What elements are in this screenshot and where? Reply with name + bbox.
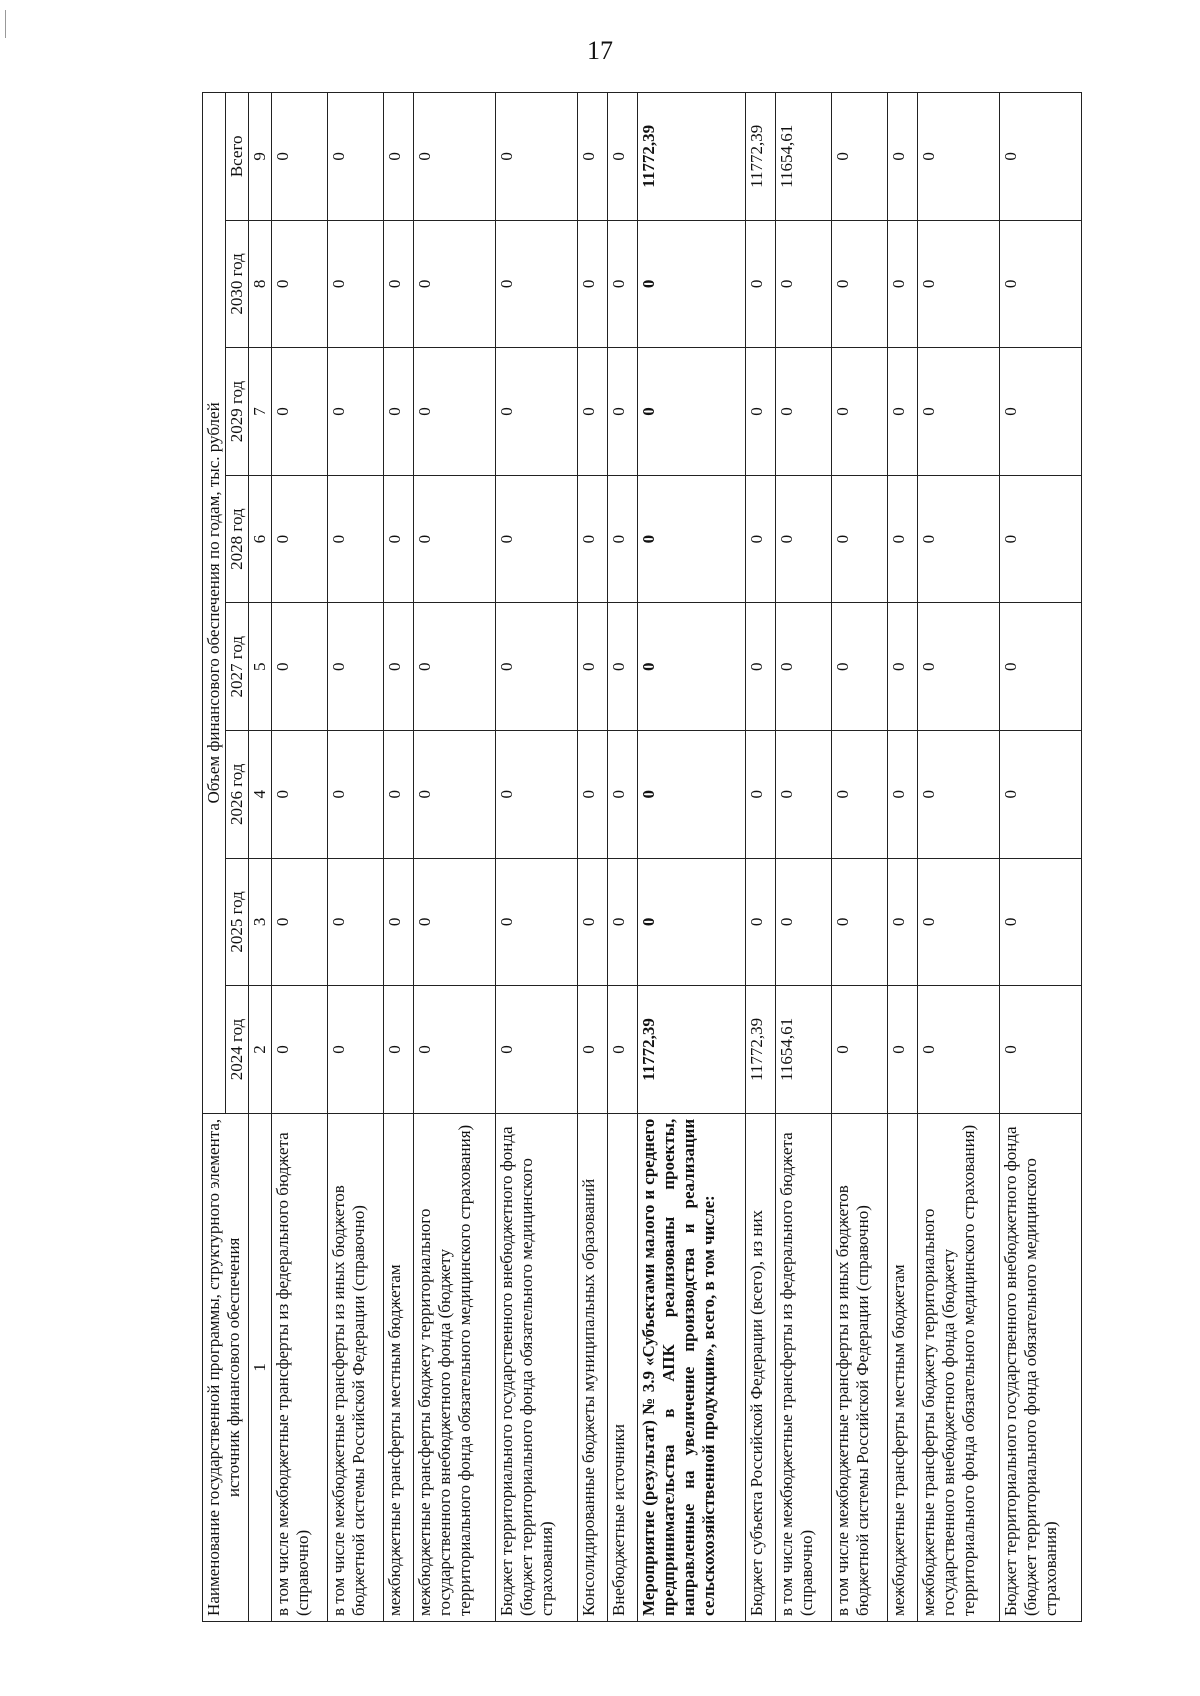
table-row xyxy=(384,93,414,1622)
row-value: 0 xyxy=(384,220,414,348)
row-value: 0 xyxy=(831,348,887,476)
row-label: в том числе межбюджетные трансферты из федерального бюджета (справочно) xyxy=(272,1113,328,1621)
row-value: 0 xyxy=(831,475,887,603)
row-value: 0 xyxy=(328,348,384,476)
row-value: 0 xyxy=(887,986,917,1114)
row-value: 0 xyxy=(831,220,887,348)
row-value: 0 xyxy=(608,220,638,348)
row-label: Бюджет субъекта Российской Федерации (всего), из них xyxy=(746,1113,776,1621)
column-index: 4 xyxy=(249,731,272,859)
row-value: 0 xyxy=(496,986,578,1114)
row-value: 0 xyxy=(578,731,608,859)
year-header: 2029 год xyxy=(226,348,249,476)
row-value: 0 xyxy=(887,475,917,603)
row-value: 0 xyxy=(496,475,578,603)
row-total: 0 xyxy=(328,93,384,221)
year-header: 2025 год xyxy=(226,858,249,986)
row-value: 0 xyxy=(775,858,831,986)
rotated-table-container xyxy=(202,92,1082,1622)
row-value: 0 xyxy=(328,220,384,348)
row-total: 0 xyxy=(917,93,999,221)
row-total: 11772,39 xyxy=(637,93,745,221)
row-total: 11654,61 xyxy=(775,93,831,221)
row-value: 0 xyxy=(746,475,776,603)
row-value: 0 xyxy=(775,731,831,859)
year-header: 2027 год xyxy=(226,603,249,731)
row-value: 0 xyxy=(746,348,776,476)
year-header: 2026 год xyxy=(226,731,249,859)
row-value: 0 xyxy=(775,603,831,731)
row-label: межбюджетные трансферты местным бюджетам xyxy=(887,1113,917,1621)
row-label: Бюджет территориального государственного внебюджетного фонда (бюджет территориального фонда обязательного медицинского страхования) xyxy=(999,1113,1081,1621)
row-label: в том числе межбюджетные трансферты из иных бюджетов бюджетной системы Российской Федерации (справочно) xyxy=(831,1113,887,1621)
scan-artifact-line xyxy=(5,10,6,38)
row-value: 0 xyxy=(608,731,638,859)
row-total: 0 xyxy=(414,93,496,221)
row-value: 0 xyxy=(384,475,414,603)
table-row xyxy=(746,93,776,1622)
table-row xyxy=(328,93,384,1622)
year-header: 2028 год xyxy=(226,475,249,603)
row-value: 0 xyxy=(578,475,608,603)
row-value: 0 xyxy=(496,858,578,986)
table-row xyxy=(608,93,638,1622)
row-total: 0 xyxy=(608,93,638,221)
row-value: 0 xyxy=(384,603,414,731)
table-row xyxy=(887,93,917,1622)
row-value: 0 xyxy=(272,858,328,986)
column-index: 9 xyxy=(249,93,272,221)
row-value: 0 xyxy=(775,220,831,348)
row-value: 0 xyxy=(637,603,745,731)
row-value: 0 xyxy=(637,731,745,859)
column-index: 2 xyxy=(249,986,272,1114)
budget-table xyxy=(202,92,1082,1622)
row-total: 0 xyxy=(272,93,328,221)
row-value: 0 xyxy=(917,220,999,348)
row-value: 0 xyxy=(414,986,496,1114)
row-total: 0 xyxy=(831,93,887,221)
row-value: 0 xyxy=(608,986,638,1114)
row-value: 0 xyxy=(496,348,578,476)
row-value: 0 xyxy=(887,603,917,731)
row-label: Бюджет территориального государственного внебюджетного фонда (бюджет территориального фонда обязательного медицинского страхования) xyxy=(496,1113,578,1621)
table-row xyxy=(917,93,999,1622)
row-value: 0 xyxy=(578,348,608,476)
row-value: 0 xyxy=(272,220,328,348)
row-value: 0 xyxy=(608,858,638,986)
row-value: 0 xyxy=(272,475,328,603)
year-header: 2024 год xyxy=(226,986,249,1114)
row-value: 11772,39 xyxy=(637,986,745,1114)
row-value: 0 xyxy=(328,731,384,859)
row-value: 0 xyxy=(999,220,1081,348)
row-label: межбюджетные трансферты бюджету территориального государственного внебюджетного фонда (бюджету территориального фонда обязательного медицинского страхования) xyxy=(414,1113,496,1621)
row-value: 0 xyxy=(272,731,328,859)
row-label: Мероприятие (результат) № 3.9 «Субъектами малого и среднего предпринимательства в АПК реализованы проекты, направленные на увеличение производства и реализации сельскохозяйственной продукции», всего, в том числе: xyxy=(637,1113,745,1621)
column-index: 7 xyxy=(249,348,272,476)
total-header: Всего xyxy=(226,93,249,221)
row-total: 0 xyxy=(999,93,1081,221)
row-value: 0 xyxy=(637,220,745,348)
row-value: 0 xyxy=(384,731,414,859)
row-value: 0 xyxy=(328,603,384,731)
row-total: 11772,39 xyxy=(746,93,776,221)
row-value: 0 xyxy=(578,986,608,1114)
row-total: 0 xyxy=(887,93,917,221)
row-value: 11772,39 xyxy=(746,986,776,1114)
row-value: 0 xyxy=(578,858,608,986)
row-value: 0 xyxy=(746,731,776,859)
table-row xyxy=(496,93,578,1622)
row-label: в том числе межбюджетные трансферты из федерального бюджета (справочно) xyxy=(775,1113,831,1621)
row-value: 0 xyxy=(414,220,496,348)
table-body xyxy=(272,93,1082,1622)
row-value: 0 xyxy=(917,986,999,1114)
column-index: 8 xyxy=(249,220,272,348)
row-value: 0 xyxy=(637,475,745,603)
page-number: 17 xyxy=(587,36,613,65)
row-value: 0 xyxy=(999,858,1081,986)
row-total: 0 xyxy=(384,93,414,221)
row-value: 0 xyxy=(384,858,414,986)
row-value: 0 xyxy=(272,986,328,1114)
row-value: 0 xyxy=(414,858,496,986)
row-value: 0 xyxy=(578,220,608,348)
row-value: 0 xyxy=(775,348,831,476)
row-value: 0 xyxy=(831,986,887,1114)
row-value: 0 xyxy=(608,475,638,603)
row-value: 0 xyxy=(917,603,999,731)
row-value: 0 xyxy=(999,731,1081,859)
row-total: 0 xyxy=(578,93,608,221)
table-row xyxy=(578,93,608,1622)
row-value: 0 xyxy=(775,475,831,603)
table-row xyxy=(272,93,328,1622)
row-value: 0 xyxy=(999,348,1081,476)
row-value: 0 xyxy=(999,986,1081,1114)
row-value: 0 xyxy=(328,986,384,1114)
row-value: 0 xyxy=(746,603,776,731)
funding-group-header: Объем финансового обеспечения по годам, тыс. рублей xyxy=(203,93,226,1114)
row-total: 0 xyxy=(496,93,578,221)
row-label: Консолидированные бюджеты муниципальных образований xyxy=(578,1113,608,1621)
row-value: 0 xyxy=(831,858,887,986)
table-row xyxy=(414,93,496,1622)
row-value: 0 xyxy=(384,348,414,476)
row-value: 0 xyxy=(887,348,917,476)
row-value: 0 xyxy=(414,348,496,476)
column-index: 1 xyxy=(249,1113,272,1621)
row-value: 0 xyxy=(414,475,496,603)
year-header: 2030 год xyxy=(226,220,249,348)
row-value: 0 xyxy=(917,348,999,476)
row-value: 0 xyxy=(917,858,999,986)
table-row xyxy=(999,93,1081,1622)
row-value: 0 xyxy=(917,731,999,859)
row-value: 0 xyxy=(999,475,1081,603)
row-value: 0 xyxy=(414,603,496,731)
row-label: в том числе межбюджетные трансферты из иных бюджетов бюджетной системы Российской Федерации (справочно) xyxy=(328,1113,384,1621)
row-value: 0 xyxy=(999,603,1081,731)
table-row xyxy=(637,93,745,1622)
name-column-header: Наименование государственной программы, структурного элемента, источник финансового обеспечения xyxy=(203,1113,249,1621)
column-index: 5 xyxy=(249,603,272,731)
row-value: 0 xyxy=(272,348,328,476)
row-value: 0 xyxy=(746,858,776,986)
row-value: 0 xyxy=(496,220,578,348)
row-value: 0 xyxy=(578,603,608,731)
row-value: 0 xyxy=(637,858,745,986)
row-value: 0 xyxy=(917,475,999,603)
row-value: 0 xyxy=(831,731,887,859)
row-value: 0 xyxy=(831,603,887,731)
column-index-row xyxy=(249,93,272,1622)
row-value: 0 xyxy=(496,731,578,859)
row-value: 0 xyxy=(414,731,496,859)
row-label: Внебюджетные источники xyxy=(608,1113,638,1621)
column-index: 6 xyxy=(249,475,272,603)
row-value: 0 xyxy=(608,348,638,476)
row-value: 0 xyxy=(384,986,414,1114)
row-label: межбюджетные трансферты бюджету территориального государственного внебюджетного фонда (бюджету территориального фонда обязательного медицинского страхования) xyxy=(917,1113,999,1621)
row-value: 0 xyxy=(272,603,328,731)
row-value: 0 xyxy=(637,348,745,476)
column-index: 3 xyxy=(249,858,272,986)
row-value: 0 xyxy=(328,475,384,603)
row-value: 0 xyxy=(496,603,578,731)
row-label: межбюджетные трансферты местным бюджетам xyxy=(384,1113,414,1621)
row-value: 0 xyxy=(746,220,776,348)
table-row xyxy=(831,93,887,1622)
row-value: 11654,61 xyxy=(775,986,831,1114)
row-value: 0 xyxy=(887,858,917,986)
row-value: 0 xyxy=(887,731,917,859)
row-value: 0 xyxy=(887,220,917,348)
row-value: 0 xyxy=(328,858,384,986)
table-row xyxy=(775,93,831,1622)
row-value: 0 xyxy=(608,603,638,731)
